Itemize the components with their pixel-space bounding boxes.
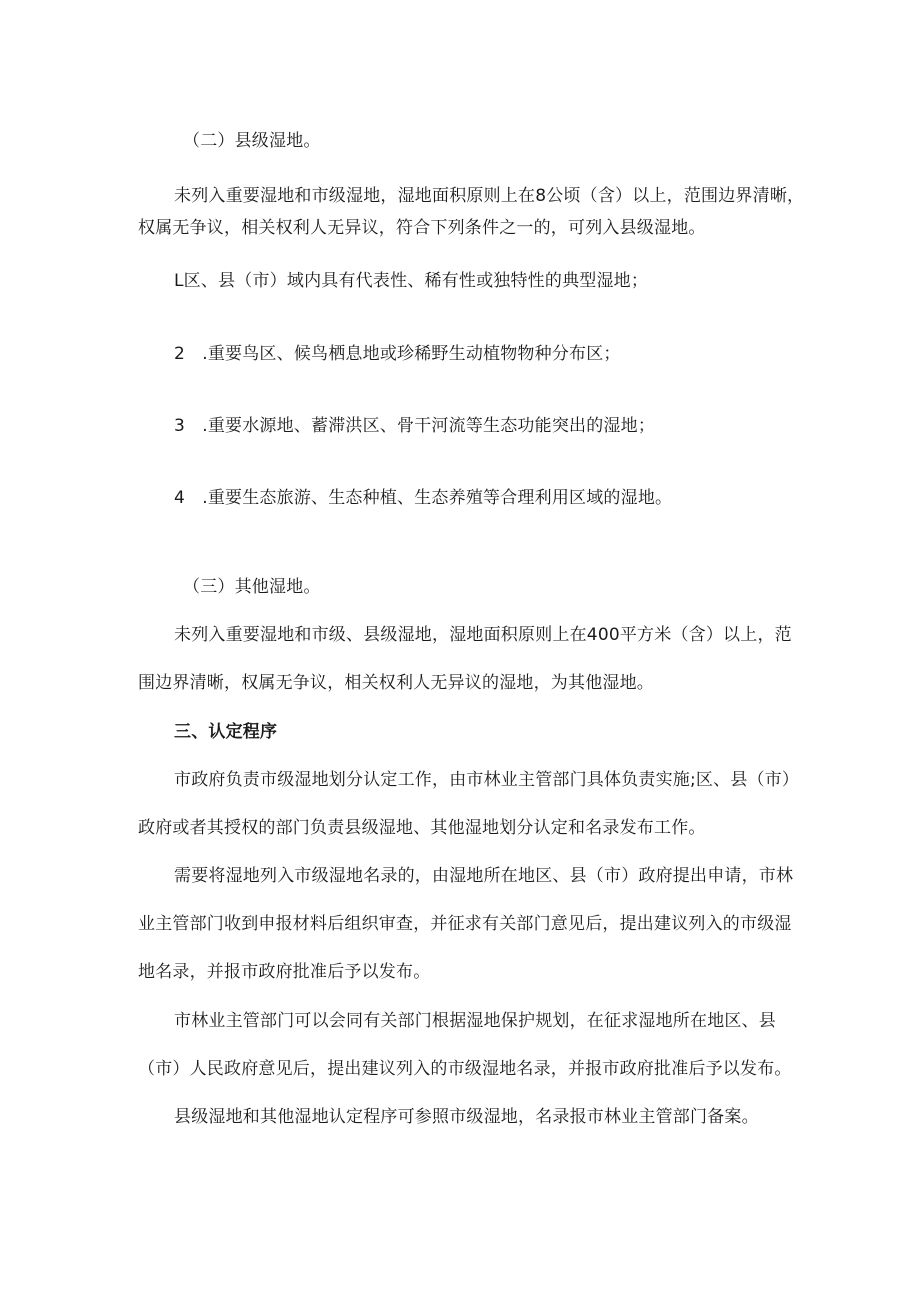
- list-item: 2 .重要鸟区、候鸟栖息地或珍稀野生动植物物种分布区；: [174, 344, 621, 364]
- list-item: 4 .重要生态旅游、生态种植、生态养殖等合理利用区域的湿地。: [174, 488, 673, 508]
- procedure-p1-line-2: 政府或者其授权的部门负责县级湿地、其他湿地划分认定和名录发布工作。: [138, 818, 706, 838]
- procedure-p2-line-3: 地名录，并报市政府批准后予以发布。: [138, 962, 431, 982]
- section-3-heading: （三）其他湿地。: [183, 577, 321, 597]
- procedure-p3-line-1: 市林业主管部门可以会同有关部门根据湿地保护规划，在征求湿地所在地区、县: [174, 1011, 776, 1031]
- procedure-p4-line-1: 县级湿地和其他湿地认定程序可参照市级湿地，名录报市林业主管部门备案。: [174, 1107, 759, 1127]
- procedure-p1-line-1: 市政府负责市级湿地划分认定工作，由市林业主管部门具体负责实施;区、县（市）: [174, 770, 800, 790]
- section-2-intro-line-2: 权属无争议，相关权利人无异议，符合下列条件之一的，可列入县级湿地。: [138, 218, 706, 238]
- section-2-intro-line-1: 未列入重要湿地和市级湿地，湿地面积原则上在8公顷（含）以上，范围边界清晰，: [174, 186, 805, 206]
- section-2-heading: （二）县级湿地。: [183, 131, 321, 151]
- section-3-line-2: 围边界清晰，权属无争议，相关权利人无异议的湿地，为其他湿地。: [138, 673, 654, 693]
- list-item: 3 .重要水源地、蓄滞洪区、骨干河流等生态功能突出的湿地；: [174, 416, 656, 436]
- list-item: L区、县（市）域内具有代表性、稀有性或独特性的典型湿地；: [174, 271, 649, 291]
- section-3-line-1: 未列入重要湿地和市级、县级湿地，湿地面积原则上在400平方米（含）以上，范: [174, 625, 792, 645]
- procedure-heading: 三、认定程序: [174, 722, 278, 742]
- procedure-p2-line-2: 业主管部门收到申报材料后组织审查，并征求有关部门意见后，提出建议列入的市级湿: [138, 914, 792, 934]
- procedure-p2-line-1: 需要将湿地列入市级湿地名录的，由湿地所在地区、县（市）政府提出申请，市林: [174, 866, 794, 886]
- procedure-p3-line-2: （市）人民政府意见后，提出建议列入的市级湿地名录，并报市政府批准后予以发布。: [138, 1059, 792, 1079]
